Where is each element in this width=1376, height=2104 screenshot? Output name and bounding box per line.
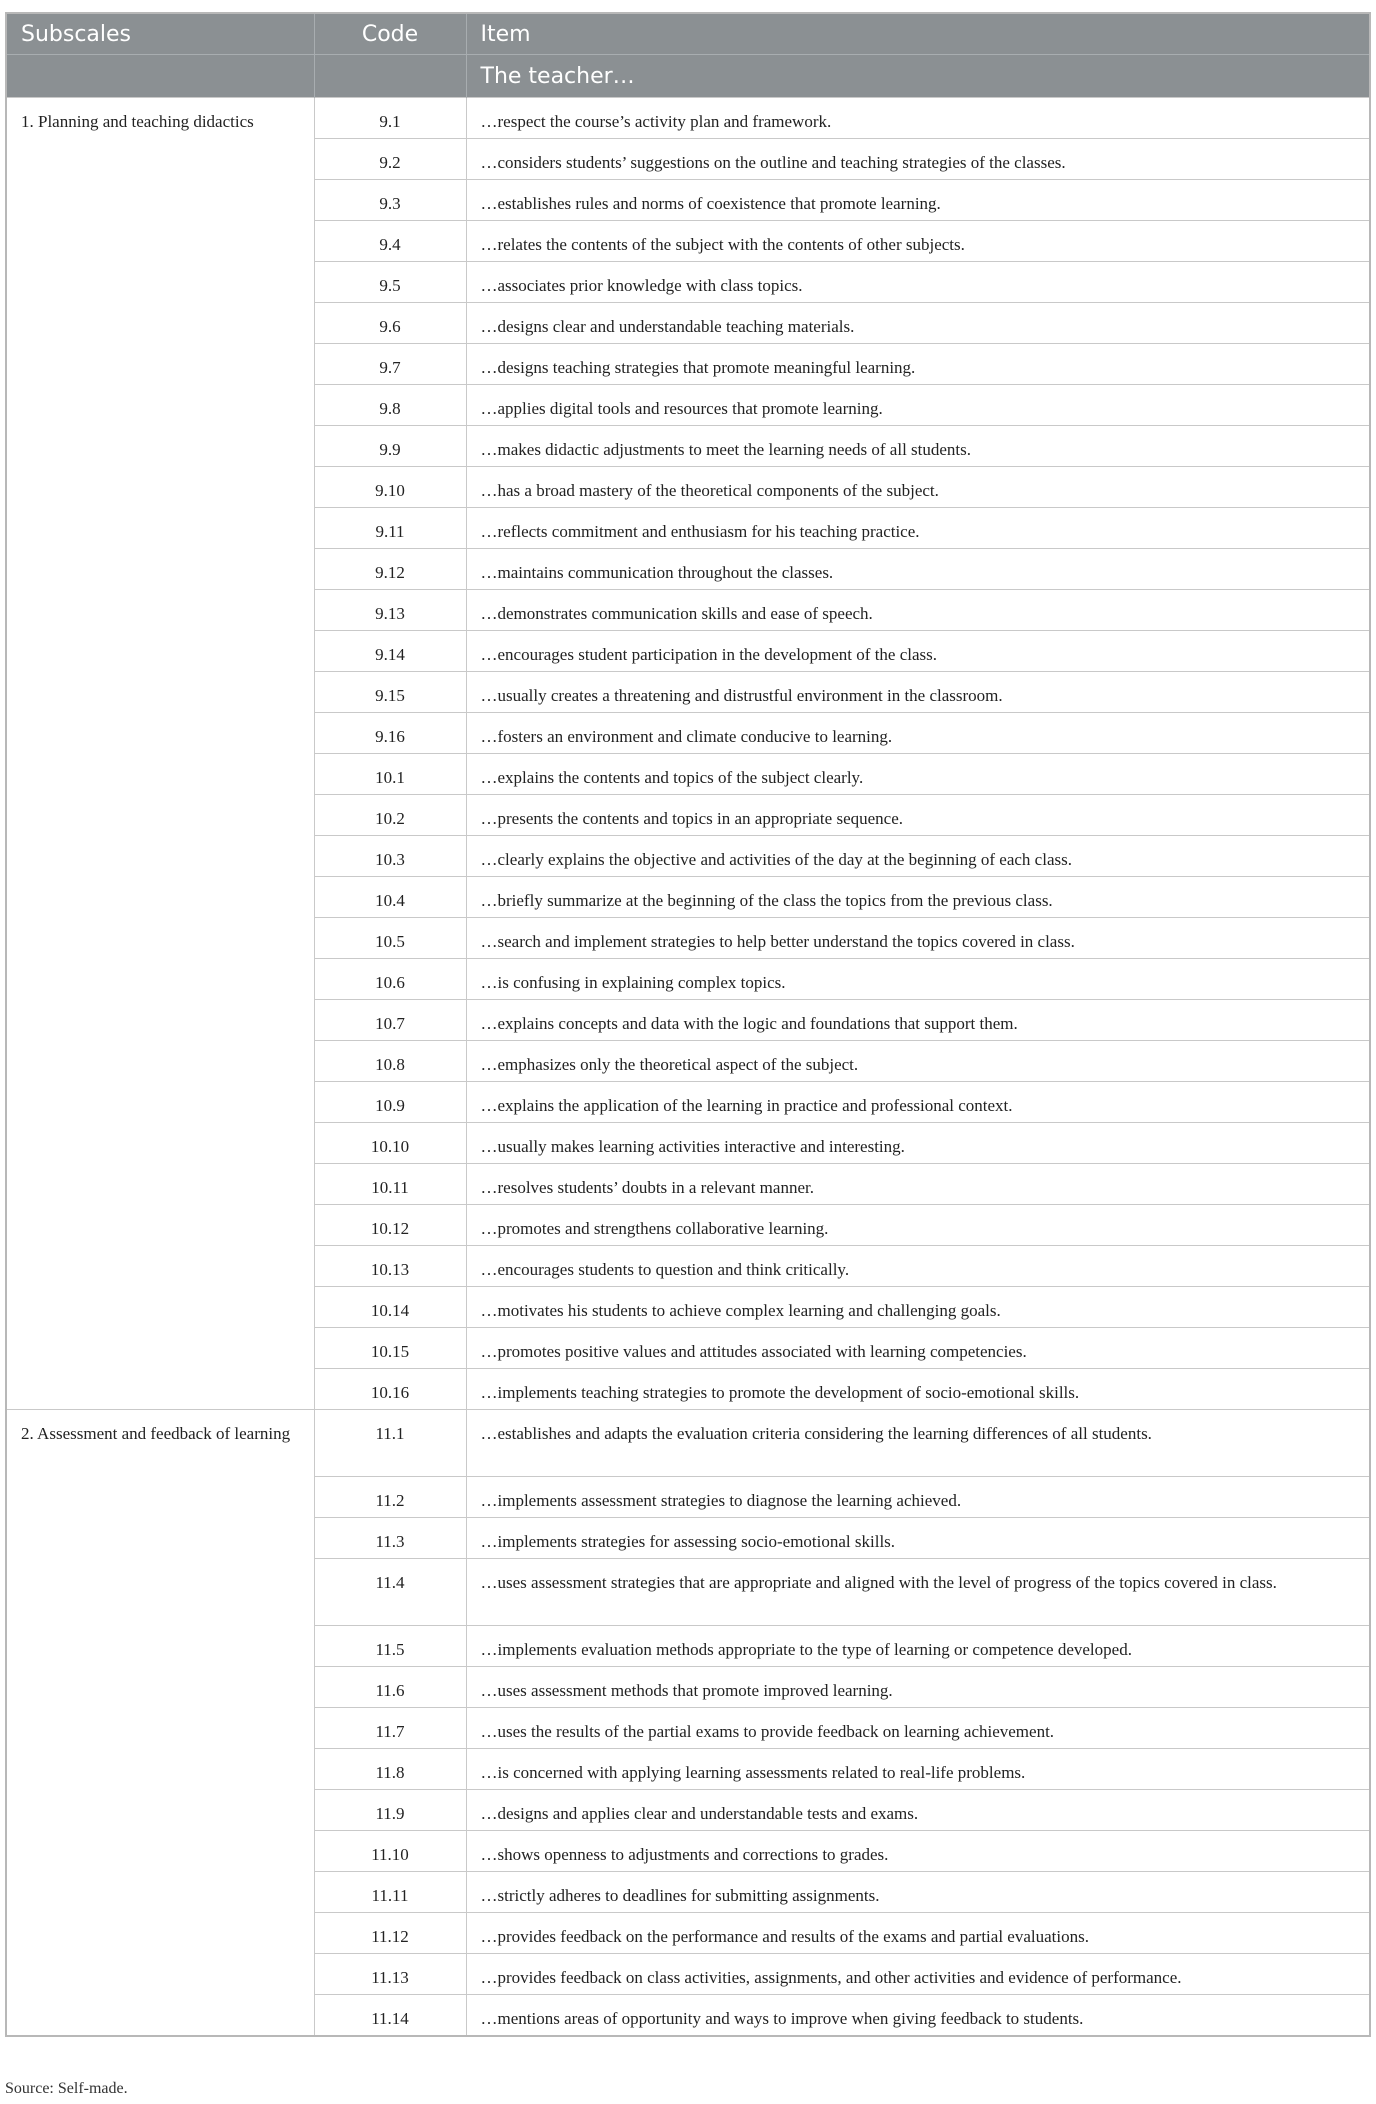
item-cell: …fosters an environment and climate conducive to learning. bbox=[466, 713, 1370, 754]
subscale-cell: 2. Assessment and feedback of learning bbox=[6, 1410, 314, 2036]
code-cell: 9.14 bbox=[314, 631, 466, 672]
code-cell: 10.14 bbox=[314, 1287, 466, 1328]
item-cell: …establishes and adapts the evaluation criteria considering the learning differences of all students. bbox=[466, 1410, 1370, 1477]
header-subscales: Subscales bbox=[6, 13, 314, 55]
items-table bbox=[5, 12, 1371, 2037]
item-cell: …mentions areas of opportunity and ways to improve when giving feedback to students. bbox=[466, 1995, 1370, 2036]
item-cell: …explains the contents and topics of the subject clearly. bbox=[466, 754, 1370, 795]
code-cell: 11.2 bbox=[314, 1477, 466, 1518]
code-cell: 11.3 bbox=[314, 1518, 466, 1559]
item-cell: …briefly summarize at the beginning of the class the topics from the previous class. bbox=[466, 877, 1370, 918]
code-cell: 11.12 bbox=[314, 1913, 466, 1954]
code-cell: 9.15 bbox=[314, 672, 466, 713]
code-cell: 10.6 bbox=[314, 959, 466, 1000]
code-cell: 9.12 bbox=[314, 549, 466, 590]
code-cell: 11.9 bbox=[314, 1790, 466, 1831]
header-blank bbox=[6, 55, 314, 98]
code-cell: 10.11 bbox=[314, 1164, 466, 1205]
code-cell: 10.7 bbox=[314, 1000, 466, 1041]
item-cell: …relates the contents of the subject with the contents of other subjects. bbox=[466, 221, 1370, 262]
code-cell: 11.7 bbox=[314, 1708, 466, 1749]
item-cell: …search and implement strategies to help better understand the topics covered in class. bbox=[466, 918, 1370, 959]
code-cell: 10.15 bbox=[314, 1328, 466, 1369]
item-cell: …encourages student participation in the development of the class. bbox=[466, 631, 1370, 672]
code-cell: 10.3 bbox=[314, 836, 466, 877]
code-cell: 10.13 bbox=[314, 1246, 466, 1287]
item-cell: …implements teaching strategies to promote the development of socio-emotional skills. bbox=[466, 1369, 1370, 1410]
code-cell: 10.8 bbox=[314, 1041, 466, 1082]
item-cell: …usually creates a threatening and distrustful environment in the classroom. bbox=[466, 672, 1370, 713]
source-note: Source: Self-made. bbox=[5, 2080, 128, 2097]
item-cell: …implements assessment strategies to diagnose the learning achieved. bbox=[466, 1477, 1370, 1518]
code-cell: 10.4 bbox=[314, 877, 466, 918]
item-cell: …reflects commitment and enthusiasm for his teaching practice. bbox=[466, 508, 1370, 549]
code-cell: 9.7 bbox=[314, 344, 466, 385]
code-cell: 11.5 bbox=[314, 1626, 466, 1667]
code-cell: 11.10 bbox=[314, 1831, 466, 1872]
code-cell: 11.8 bbox=[314, 1749, 466, 1790]
code-cell: 11.4 bbox=[314, 1559, 466, 1626]
item-cell: …resolves students’ doubts in a relevant manner. bbox=[466, 1164, 1370, 1205]
item-cell: …associates prior knowledge with class topics. bbox=[466, 262, 1370, 303]
code-cell: 9.6 bbox=[314, 303, 466, 344]
item-cell: …shows openness to adjustments and corrections to grades. bbox=[466, 1831, 1370, 1872]
item-cell: …makes didactic adjustments to meet the learning needs of all students. bbox=[466, 426, 1370, 467]
code-cell: 10.16 bbox=[314, 1369, 466, 1410]
item-cell: …encourages students to question and think critically. bbox=[466, 1246, 1370, 1287]
code-cell: 10.5 bbox=[314, 918, 466, 959]
item-cell: …motivates his students to achieve complex learning and challenging goals. bbox=[466, 1287, 1370, 1328]
code-cell: 10.9 bbox=[314, 1082, 466, 1123]
item-cell: …provides feedback on the performance and results of the exams and partial evaluations. bbox=[466, 1913, 1370, 1954]
code-cell: 11.14 bbox=[314, 1995, 466, 2036]
item-cell: …uses assessment strategies that are appropriate and aligned with the level of progress of the topics covered in class. bbox=[466, 1559, 1370, 1626]
code-cell: 9.8 bbox=[314, 385, 466, 426]
code-cell: 9.16 bbox=[314, 713, 466, 754]
code-cell: 11.11 bbox=[314, 1872, 466, 1913]
item-cell: …emphasizes only the theoretical aspect of the subject. bbox=[466, 1041, 1370, 1082]
item-cell: …usually makes learning activities interactive and interesting. bbox=[466, 1123, 1370, 1164]
header-item: Item bbox=[466, 13, 1370, 55]
item-cell: …establishes rules and norms of coexistence that promote learning. bbox=[466, 180, 1370, 221]
item-cell: …presents the contents and topics in an appropriate sequence. bbox=[466, 795, 1370, 836]
item-cell: …promotes positive values and attitudes associated with learning competencies. bbox=[466, 1328, 1370, 1369]
item-cell: …provides feedback on class activities, assignments, and other activities and evidence of performance. bbox=[466, 1954, 1370, 1995]
item-cell: …uses the results of the partial exams to provide feedback on learning achievement. bbox=[466, 1708, 1370, 1749]
header-code: Code bbox=[314, 13, 466, 55]
item-cell: …strictly adheres to deadlines for submitting assignments. bbox=[466, 1872, 1370, 1913]
header-item-sub: The teacher… bbox=[466, 55, 1370, 98]
table-row bbox=[6, 1410, 1370, 1477]
subscale-cell: 1. Planning and teaching didactics bbox=[6, 98, 314, 1410]
code-cell: 9.10 bbox=[314, 467, 466, 508]
code-cell: 9.4 bbox=[314, 221, 466, 262]
item-cell: …uses assessment methods that promote improved learning. bbox=[466, 1667, 1370, 1708]
code-cell: 11.13 bbox=[314, 1954, 466, 1995]
item-cell: …implements strategies for assessing socio-emotional skills. bbox=[466, 1518, 1370, 1559]
item-cell: …is concerned with applying learning assessments related to real-life problems. bbox=[466, 1749, 1370, 1790]
code-cell: 9.11 bbox=[314, 508, 466, 549]
code-cell: 9.1 bbox=[314, 98, 466, 139]
item-cell: …is confusing in explaining complex topics. bbox=[466, 959, 1370, 1000]
item-cell: …applies digital tools and resources that promote learning. bbox=[466, 385, 1370, 426]
code-cell: 10.10 bbox=[314, 1123, 466, 1164]
item-cell: …maintains communication throughout the classes. bbox=[466, 549, 1370, 590]
item-cell: …respect the course’s activity plan and framework. bbox=[466, 98, 1370, 139]
header-blank bbox=[314, 55, 466, 98]
item-cell: …has a broad mastery of the theoretical components of the subject. bbox=[466, 467, 1370, 508]
code-cell: 10.12 bbox=[314, 1205, 466, 1246]
item-cell: …designs teaching strategies that promote meaningful learning. bbox=[466, 344, 1370, 385]
item-cell: …implements evaluation methods appropriate to the type of learning or competence developed. bbox=[466, 1626, 1370, 1667]
code-cell: 9.13 bbox=[314, 590, 466, 631]
code-cell: 9.3 bbox=[314, 180, 466, 221]
item-cell: …explains the application of the learning in practice and professional context. bbox=[466, 1082, 1370, 1123]
code-cell: 11.1 bbox=[314, 1410, 466, 1477]
item-cell: …designs and applies clear and understandable tests and exams. bbox=[466, 1790, 1370, 1831]
code-cell: 11.6 bbox=[314, 1667, 466, 1708]
item-cell: …explains concepts and data with the logic and foundations that support them. bbox=[466, 1000, 1370, 1041]
item-cell: …considers students’ suggestions on the outline and teaching strategies of the classes. bbox=[466, 139, 1370, 180]
code-cell: 9.5 bbox=[314, 262, 466, 303]
code-cell: 10.2 bbox=[314, 795, 466, 836]
code-cell: 10.1 bbox=[314, 754, 466, 795]
table-row bbox=[6, 98, 1370, 139]
item-cell: …promotes and strengthens collaborative learning. bbox=[466, 1205, 1370, 1246]
code-cell: 9.9 bbox=[314, 426, 466, 467]
item-cell: …demonstrates communication skills and ease of speech. bbox=[466, 590, 1370, 631]
item-cell: …designs clear and understandable teaching materials. bbox=[466, 303, 1370, 344]
code-cell: 9.2 bbox=[314, 139, 466, 180]
item-cell: …clearly explains the objective and activities of the day at the beginning of each class. bbox=[466, 836, 1370, 877]
